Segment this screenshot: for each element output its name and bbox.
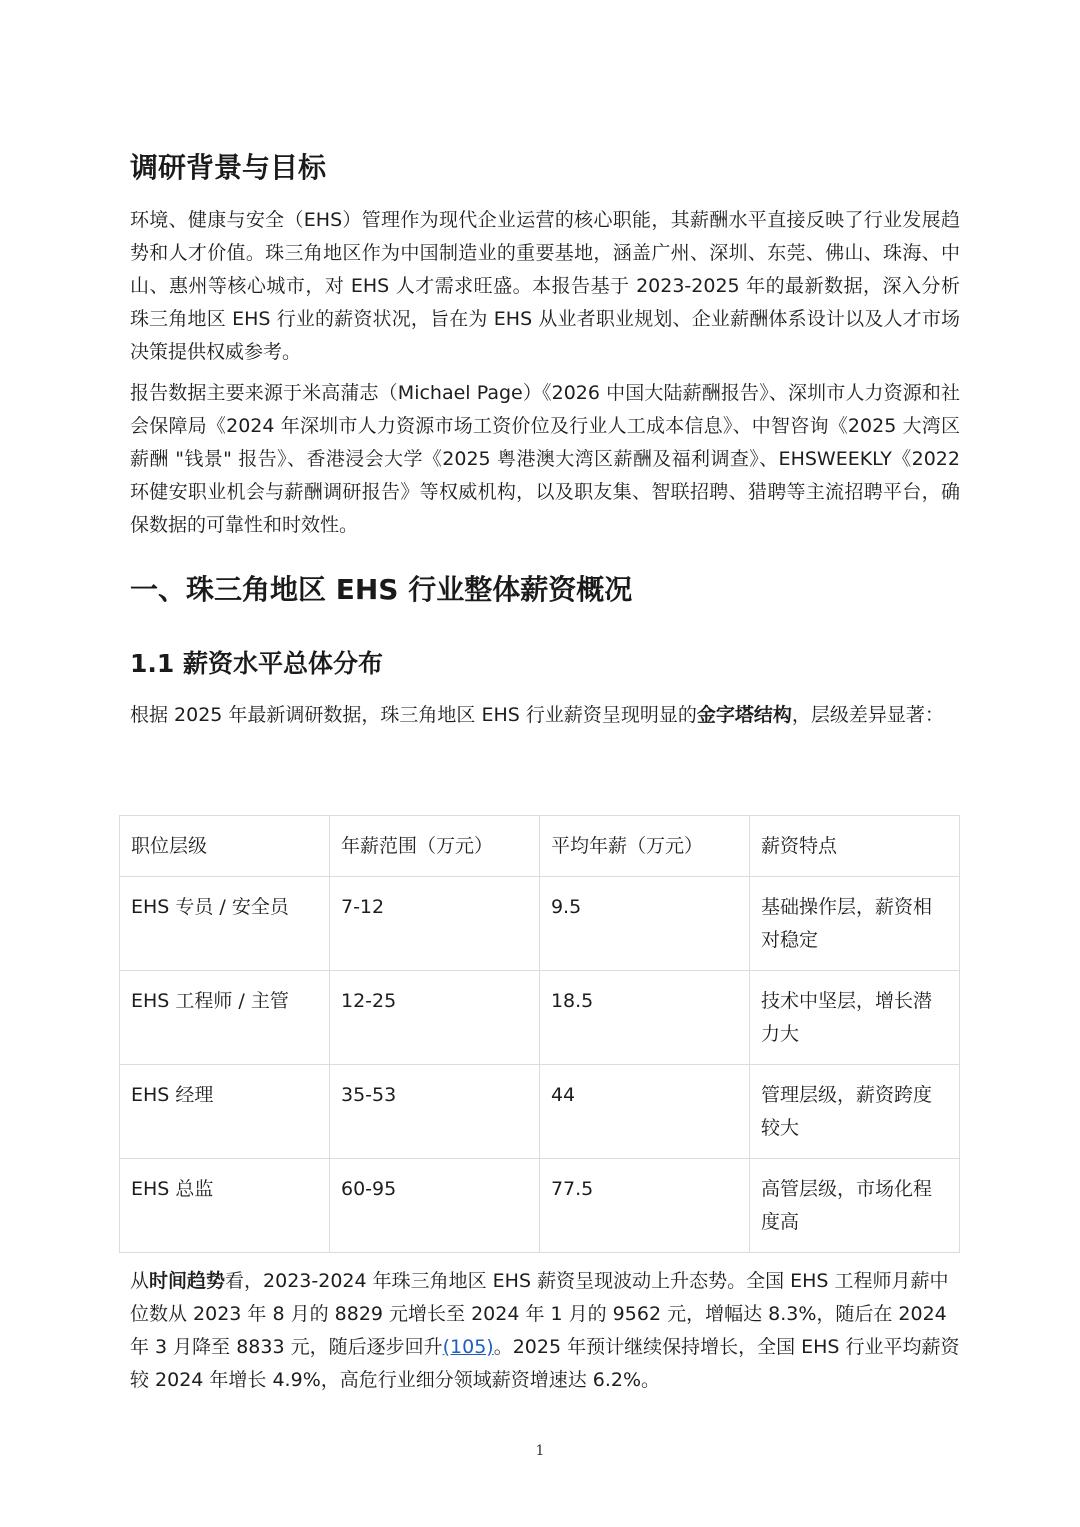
table-row xyxy=(120,1159,960,1253)
table-cell-feature: 管理层级，薪资跨度较大 xyxy=(749,1065,959,1159)
table-cell-level: EHS 专员 / 安全员 xyxy=(120,877,330,971)
section-heading-overview: 一、珠三角地区 EHS 行业整体薪资概况 xyxy=(130,573,633,606)
table-cell-feature: 高管层级，市场化程度高 xyxy=(749,1159,959,1253)
table-cell-feature: 技术中坚层，增长潜力大 xyxy=(749,971,959,1065)
paragraph-trend xyxy=(130,1265,960,1397)
table-cell-level: EHS 经理 xyxy=(120,1065,330,1159)
paragraph-data-sources: 报告数据主要来源于米高蒲志（Michael Page）《2026 中国大陆薪酬报告》、深圳市人力资源和社会保障局《2024 年深圳市人力资源市场工资价位及行业人工成本信息》、中智咨询《2025 大湾区薪酬 "钱景" 报告》、香港浸会大学《2025 粤港澳大湾区薪酬及福利调查》、EHSWEEKLY《2022 环健安职业机会与薪酬调研报告》等权威机构，以及职友集、智联招聘、猎聘等主流招聘平台，确保数据的可靠性和时效性。 xyxy=(130,382,960,536)
table-header-cell: 年薪范围（万元） xyxy=(329,816,539,877)
intro-text-before: 根据 2025 年最新调研数据，珠三角地区 EHS 行业薪资呈现明显的 xyxy=(130,704,697,726)
table-header-cell: 薪资特点 xyxy=(749,816,959,877)
trend-text-pre: 从 xyxy=(130,1270,150,1292)
table-cell-average: 9.5 xyxy=(539,877,749,971)
table-cell-feature: 基础操作层，薪资相对稳定 xyxy=(749,877,959,971)
table-cell-average: 44 xyxy=(539,1065,749,1159)
table-cell-level: EHS 总监 xyxy=(120,1159,330,1253)
trend-text-post: 。2025 年预计继续保持增长，全国 EHS 行业平均薪资较 2024 年增长 4.9%，高危行业细分领域薪资增速达 6.2%。 xyxy=(130,1336,960,1391)
intro-bold-text: 金字塔结构 xyxy=(696,704,792,726)
table-cell-range: 7-12 xyxy=(329,877,539,971)
paragraph-intro xyxy=(130,699,960,732)
subsection-heading-distribution: 1.1 薪资水平总体分布 xyxy=(130,649,383,678)
trend-text-mid: 看，2023-2024 年珠三角地区 EHS 薪资呈现波动上升态势。全国 EHS 工程师月薪中位数从 2023 年 8 月的 8829 元增长至 2024 年 1 月的 9562 元，增幅达 8.3%，随后在 2024 年 3 月降至 8833 元，随后逐步回升 xyxy=(130,1270,949,1358)
table-header-row xyxy=(120,816,960,877)
page-number: 1 xyxy=(535,1443,545,1459)
table-cell-range: 60-95 xyxy=(329,1159,539,1253)
salary-table xyxy=(119,815,960,1253)
table-cell-range: 12-25 xyxy=(329,971,539,1065)
table-cell-level: EHS 工程师 / 主管 xyxy=(120,971,330,1065)
table-header-cell: 平均年薪（万元） xyxy=(539,816,749,877)
intro-text-after: ，层级差异显著： xyxy=(791,704,944,726)
table-row xyxy=(120,877,960,971)
table-cell-range: 35-53 xyxy=(329,1065,539,1159)
table-cell-average: 18.5 xyxy=(539,971,749,1065)
table-header-cell: 职位层级 xyxy=(120,816,330,877)
paragraph-background: 环境、健康与安全（EHS）管理作为现代企业运营的核心职能，其薪酬水平直接反映了行业发展趋势和人才价值。珠三角地区作为中国制造业的重要基地，涵盖广州、深圳、东莞、佛山、珠海、中山、惠州等核心城市，对 EHS 人才需求旺盛。本报告基于 2023-2025 年的最新数据，深入分析珠三角地区 EHS 行业的薪资状况，旨在为 EHS 从业者职业规划、企业薪酬体系设计以及人才市场决策提供权威参考。 xyxy=(130,209,960,363)
trend-bold-text: 时间趋势 xyxy=(149,1270,226,1292)
table-row xyxy=(120,1065,960,1159)
reference-link[interactable]: (105) xyxy=(442,1336,494,1358)
section-heading-background: 调研背景与目标 xyxy=(130,151,327,184)
table-cell-average: 77.5 xyxy=(539,1159,749,1253)
table-row xyxy=(120,971,960,1065)
